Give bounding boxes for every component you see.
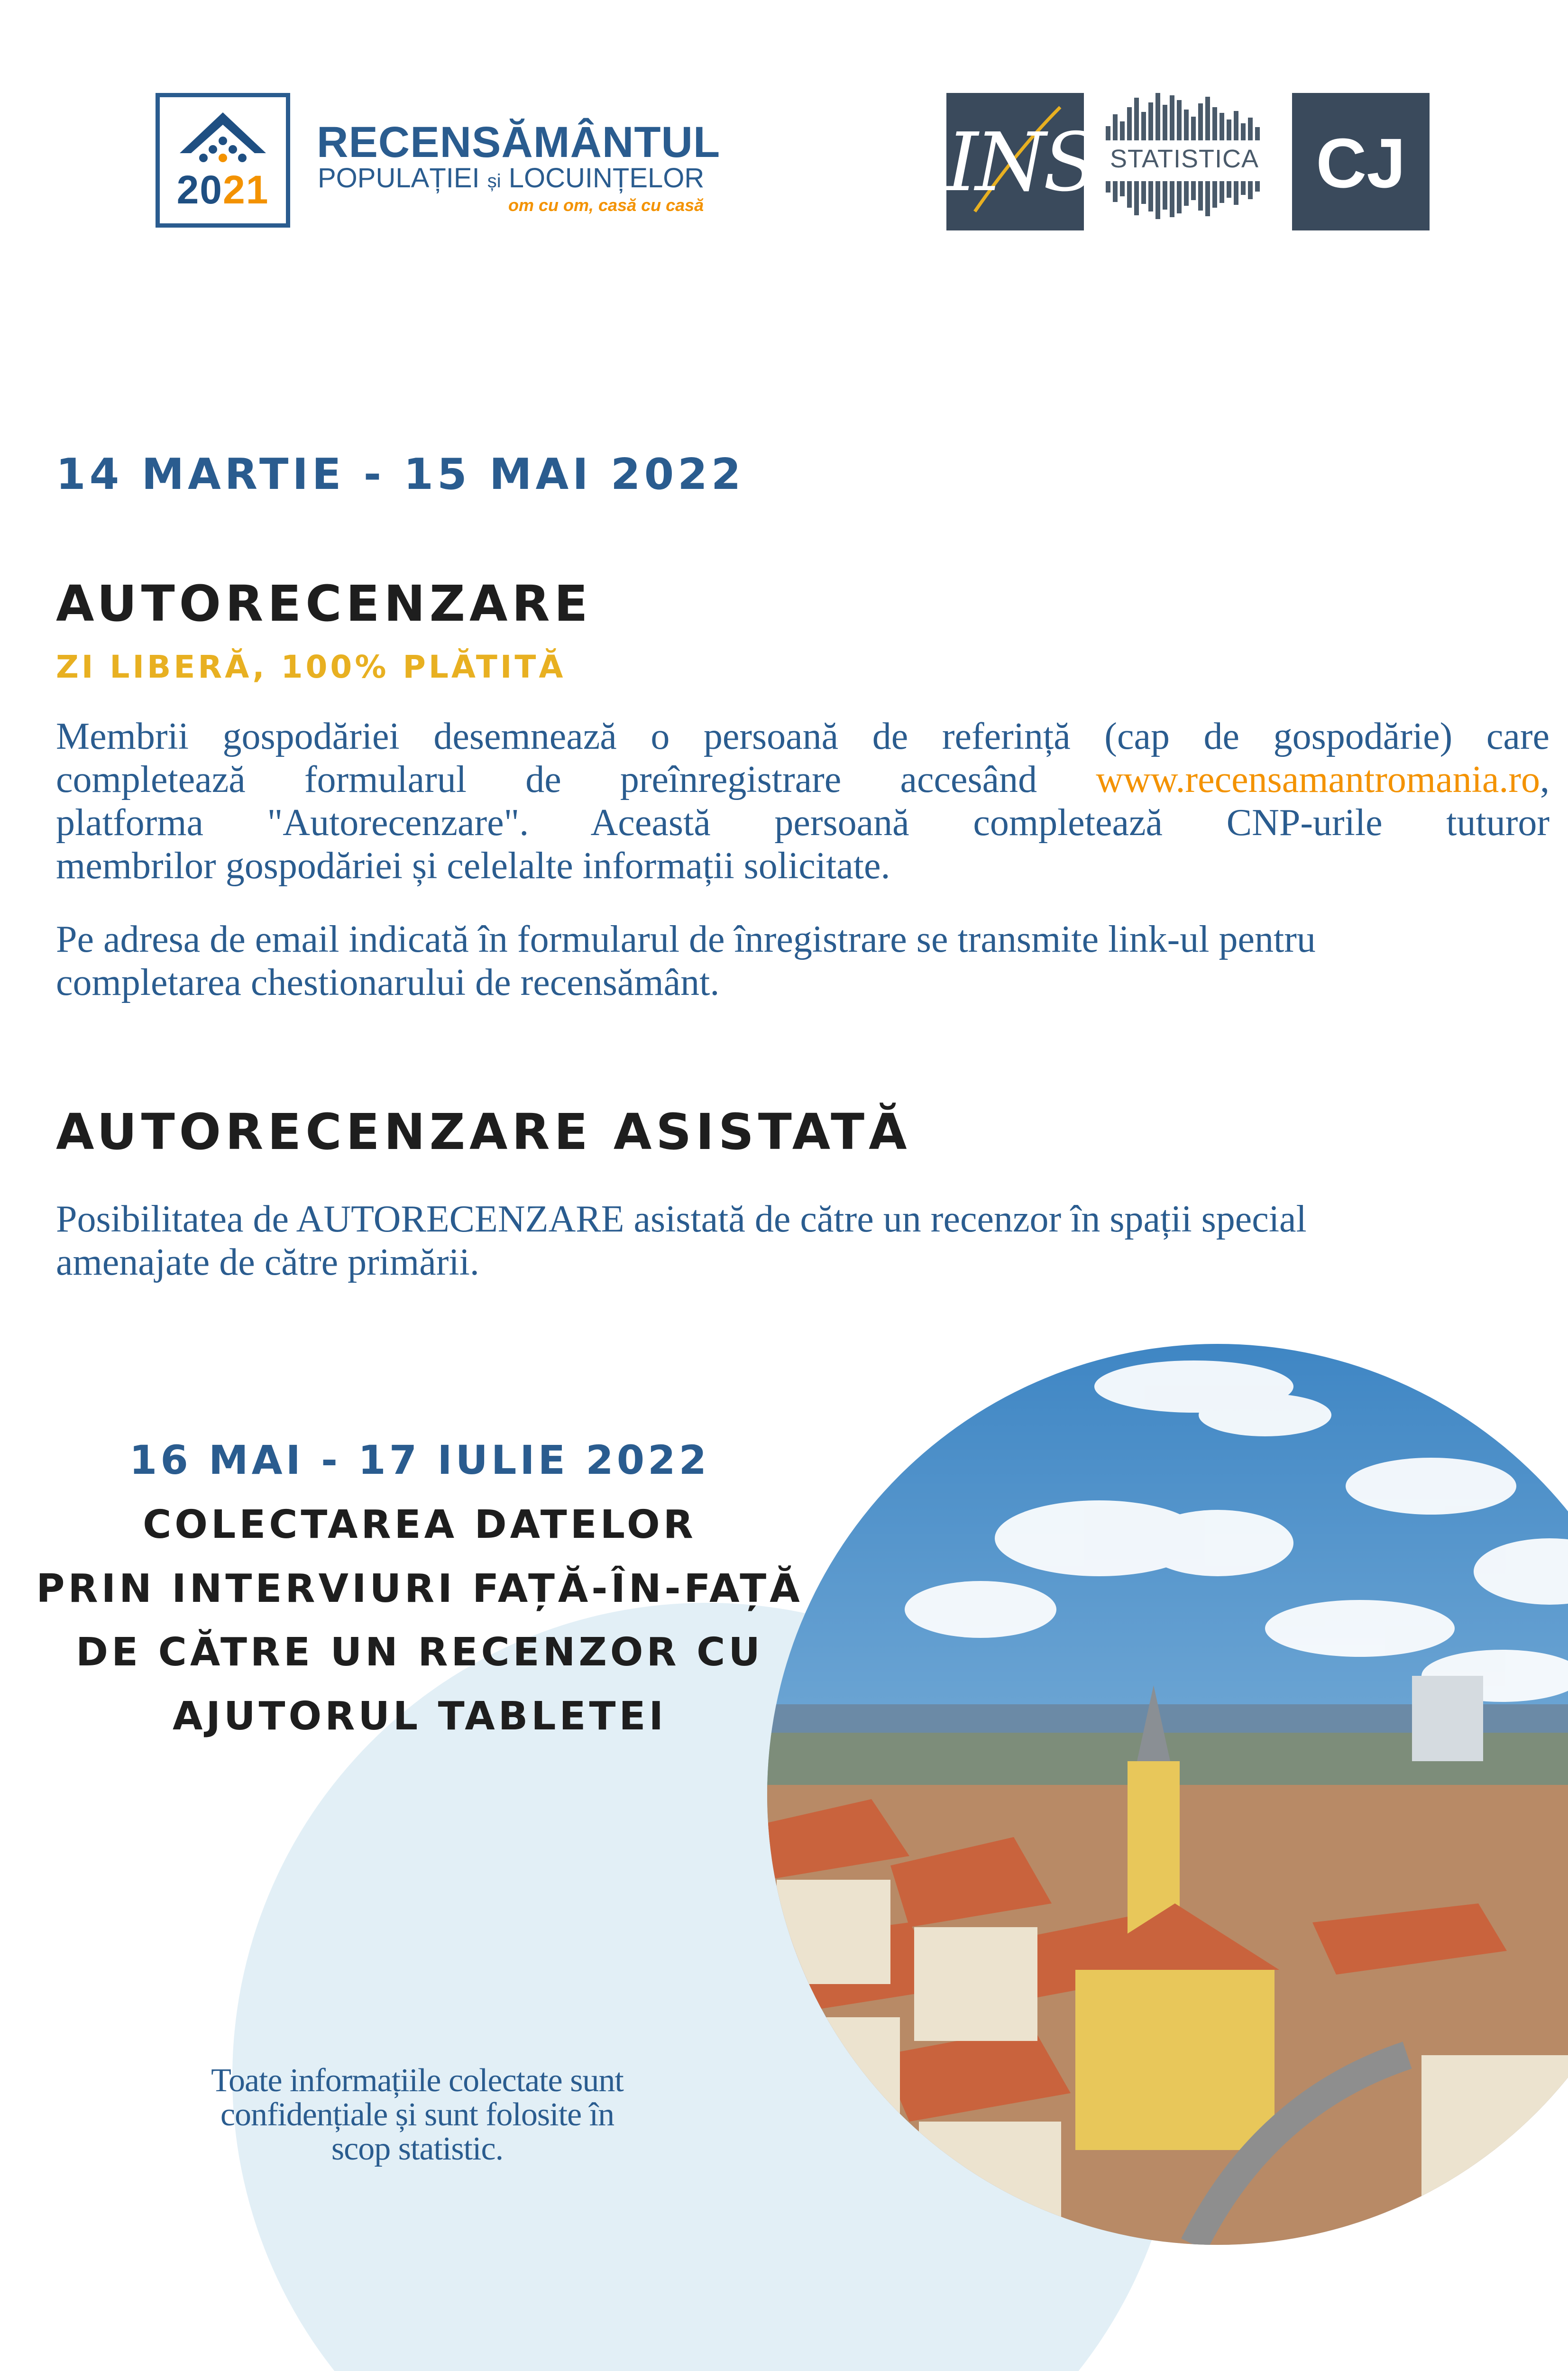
paragraph-line: amenajate de către primării. bbox=[56, 1241, 479, 1283]
ins-logo bbox=[946, 93, 1096, 230]
phase2-dates: 16 MAI - 17 IULIE 2022 bbox=[129, 1437, 710, 1483]
confidentiality-note bbox=[142, 2064, 692, 2166]
assisted-census-paragraph bbox=[56, 1198, 1550, 1284]
census-website-link[interactable]: www.recensamantromania.ro bbox=[1096, 759, 1540, 800]
self-census-paragraph-1 bbox=[56, 715, 1550, 888]
paragraph-line: Posibilitatea de AUTORECENZARE asistată de către un recenzor în spații special bbox=[56, 1198, 1307, 1240]
paragraph-line: completează formularul de preînregistrare accesând www.recensamantromania.ro, bbox=[56, 759, 1550, 800]
paragraph-line: Pe adresa de email indicată în formularul de înregistrare se transmite link-ul pentru bbox=[56, 919, 1316, 960]
paragraph-line: completarea chestionarului de recensământ. bbox=[56, 962, 720, 1003]
phase2-line: DE CĂTRE UN RECENZOR CU bbox=[76, 1630, 763, 1675]
census-logo-year: 2021 bbox=[176, 167, 269, 212]
self-census-heading: AUTORECENZARE bbox=[56, 575, 592, 633]
statistica-logo bbox=[1099, 93, 1270, 230]
ins-logo-text: INS bbox=[946, 116, 1096, 210]
phase2-line: COLECTAREA DATELOR bbox=[143, 1502, 697, 1547]
census-logo-subtitle: POPULAȚIEI și LOCUINȚELOR bbox=[318, 163, 705, 193]
statistica-logo-text: STATISTICA bbox=[1110, 145, 1259, 173]
confidentiality-line: confidențiale și sunt folosite în bbox=[220, 2096, 614, 2133]
self-census-subheading: ZI LIBERĂ, 100% PLĂTITĂ bbox=[56, 649, 566, 685]
census-logo-tagline: om cu om, casă cu casă bbox=[508, 195, 704, 215]
confidentiality-line: Toate informațiile colectate sunt bbox=[211, 2062, 624, 2099]
paragraph-line: platforma "Autorecenzare". Această persoană completează CNP-urile tuturor bbox=[56, 802, 1550, 844]
census-logo-emblem bbox=[156, 93, 290, 228]
phase2-line: AJUTORUL TABLETEI bbox=[173, 1694, 667, 1739]
confidentiality-line: scop statistic. bbox=[331, 2131, 504, 2167]
cj-logo-text: CJ bbox=[1316, 124, 1406, 202]
phase2-line: PRIN INTERVIURI FAȚĂ-ÎN-FAȚĂ bbox=[36, 1566, 803, 1611]
paragraph-line: membrilor gospodăriei și celelalte informații solicitate. bbox=[56, 845, 890, 887]
paragraph-line: Membrii gospodăriei desemnează o persoană de referință (cap de gospodărie) care bbox=[56, 716, 1550, 757]
census-logo-title: RECENSĂMÂNTUL bbox=[317, 118, 721, 166]
assisted-census-heading: AUTORECENZARE ASISTATĂ bbox=[56, 1103, 911, 1161]
self-census-paragraph-2 bbox=[56, 918, 1550, 1004]
cj-logo bbox=[1292, 93, 1430, 230]
phase1-dates: 14 MARTIE - 15 MAI 2022 bbox=[56, 450, 745, 499]
